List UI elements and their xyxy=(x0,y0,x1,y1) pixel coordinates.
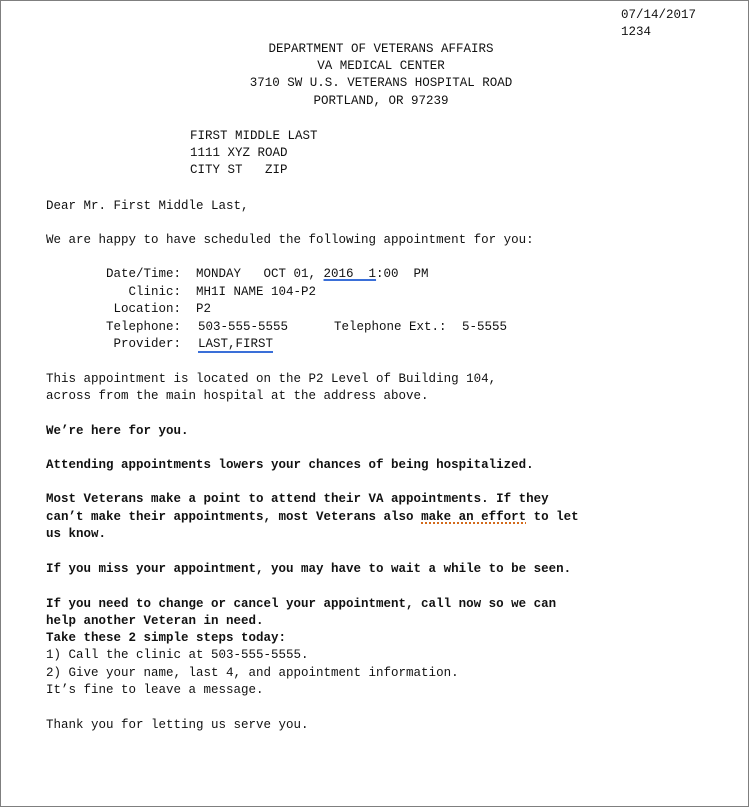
most-veterans-line-3: us know. xyxy=(46,527,107,541)
closing-text: Thank you for letting us serve you. xyxy=(46,718,309,732)
miss-text: If you miss your appointment, you may have to wait a while to be seen. xyxy=(46,562,572,576)
most-veterans-line-2a: can’t make their appointments, most Veterans also xyxy=(46,510,422,524)
facility-line-3: 3710 SW U.S. VETERANS HOSPITAL ROAD xyxy=(249,76,513,90)
location-label: Location: xyxy=(113,302,181,316)
attending-text: Attending appointments lowers your chances of being hospitalized. xyxy=(46,458,534,472)
change-line-3: Take these 2 simple steps today: xyxy=(46,631,287,645)
most-veterans-line-1: Most Veterans make a point to attend their VA appointments. If they xyxy=(46,492,549,506)
facility-line-4: PORTLAND, OR 97239 xyxy=(313,94,449,108)
change-line-1: If you need to change or cancel your appointment, call now so we can xyxy=(46,597,557,611)
most-veterans-line-2 xyxy=(46,509,579,526)
facility-line-2: VA MEDICAL CENTER xyxy=(317,59,445,73)
facility-line-1: DEPARTMENT OF VETERANS AFFAIRS xyxy=(268,42,494,56)
telephone-ext-label: Telephone Ext.: xyxy=(334,320,447,334)
recipient-name: FIRST MIDDLE LAST xyxy=(190,129,318,143)
location-value: P2 xyxy=(196,302,212,316)
make-an-effort: make an effort xyxy=(421,510,527,524)
provider-label: Provider: xyxy=(113,337,181,351)
datetime-rest: :00 PM xyxy=(376,267,429,281)
salutation: Dear Mr. First Middle Last, xyxy=(46,199,249,213)
provider-name: LAST,FIRST xyxy=(198,337,274,351)
datetime-value xyxy=(196,266,429,283)
datetime-year: 2016 1 xyxy=(323,267,377,281)
step-1: 1) Call the clinic at 503-555-5555. xyxy=(46,648,309,662)
datetime-label: Date/Time: xyxy=(105,267,181,281)
provider-value xyxy=(198,336,273,353)
here-for-you: We’re here for you. xyxy=(46,424,189,438)
location-note-line-2: across from the main hospital at the address above. xyxy=(46,389,429,403)
telephone-label: Telephone: xyxy=(105,320,181,334)
intro-text: We are happy to have scheduled the following appointment for you: xyxy=(46,233,534,247)
letter-date: 07/14/2017 xyxy=(621,8,697,22)
most-veterans-line-2c: to let xyxy=(526,510,579,524)
telephone-ext-value: 5-5555 xyxy=(462,320,508,334)
step-2: 2) Give your name, last 4, and appointment information. xyxy=(46,666,459,680)
clinic-label: Clinic: xyxy=(128,285,181,299)
letter-code: 1234 xyxy=(621,25,652,39)
telephone-value: 503-555-5555 xyxy=(198,320,289,334)
recipient-street: 1111 XYZ ROAD xyxy=(190,146,288,160)
message-note: It’s fine to leave a message. xyxy=(46,683,264,697)
location-note-line-1: This appointment is located on the P2 Level of Building 104, xyxy=(46,372,497,386)
change-line-2: help another Veteran in need. xyxy=(46,614,264,628)
datetime-day: MONDAY OCT 01, xyxy=(196,267,324,281)
clinic-value: MH1I NAME 104-P2 xyxy=(196,285,317,299)
recipient-city: CITY ST ZIP xyxy=(190,163,288,177)
